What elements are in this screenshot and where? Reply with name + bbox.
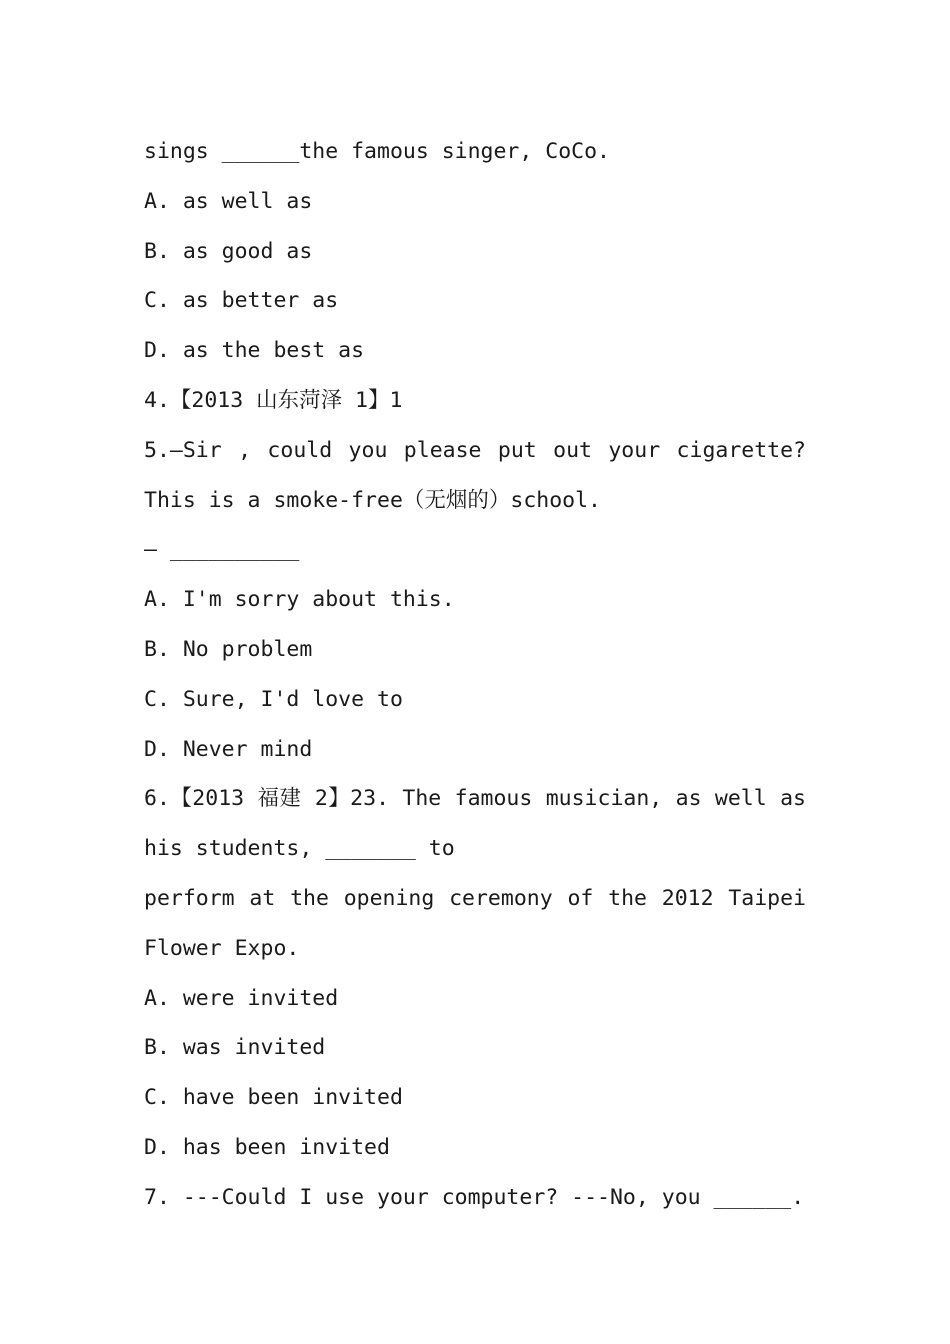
question-4-header: 4.【2013 山东菏泽 1】1 [144,387,403,413]
question-6-stem-line-2: his students, _______ to [144,836,455,862]
question-5-option-b: B. No problem [144,636,313,662]
question-5-option-d: D. Never mind [144,736,313,762]
question-3-option-d: D. as the best as [144,338,365,364]
question-5-option-c: C. Sure, I'd love to [144,686,403,712]
question-5-option-a: A. I'm sorry about this. [144,587,455,613]
question-6-option-d: D. has been invited [144,1134,390,1160]
question-6-stem-line-3: perform at the opening ceremony of the 2012 Taipei [144,885,806,911]
question-6-option-a: A. were invited [144,985,339,1011]
question-3-option-b: B. as good as [144,238,313,264]
question-5-stem: 5.—Sir , could you please put out your cigarette? [144,437,806,463]
question-6-stem-line-4: Flower Expo. [144,935,300,961]
question-3-stem-continued: sings ______the famous singer, CoCo. [144,139,610,164]
question-6-option-c: C. have been invited [144,1085,403,1111]
question-5-stem-continued: This is a smoke-free（无烟的）school. [144,487,601,513]
question-6-stem: 6.【2013 福建 2】23. The famous musician, as well as [144,786,806,812]
question-3-option-c: C. as better as [144,288,339,314]
question-7-stem: 7. ---Could I use your computer? ---No, you ______. [144,1184,805,1210]
text-column [144,127,806,1223]
question-6-option-b: B. was invited [144,1035,326,1061]
question-3-option-a: A. as well as [144,188,313,214]
question-5-answer-blank: — __________ [144,537,300,563]
